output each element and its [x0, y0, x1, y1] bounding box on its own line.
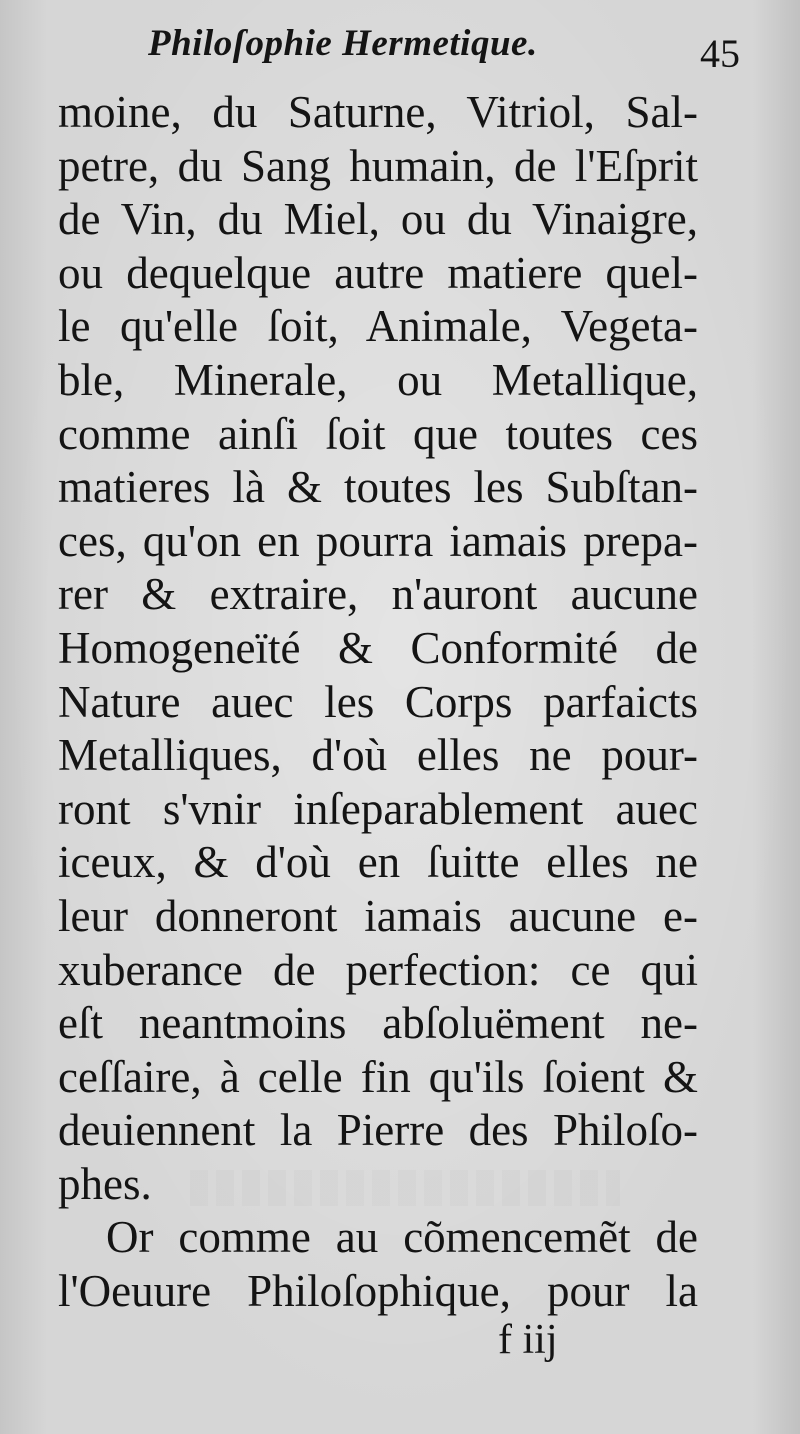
text-line: comme ainſi ſoit que toutes ces: [58, 408, 698, 459]
text-line-paragraph-end: phes.: [58, 1158, 152, 1209]
text-line: Nature auec les Corps parfaicts: [58, 676, 698, 727]
text-line: matieres là & toutes les Subſtan-: [58, 462, 698, 513]
text-line: ou dequelque autre matiere quel-: [58, 247, 698, 298]
text-line: petre, du Sang humain, de l'Eſprit: [58, 140, 698, 191]
text-line: leur donneront iamais aucune e-: [58, 890, 698, 941]
text-line: Metalliques, d'où elles ne pour-: [58, 730, 698, 781]
text-line: ces, qu'on en pourra iamais prepa-: [58, 515, 698, 566]
show-through-texture: [190, 1170, 620, 1206]
text-line: xuberance de perfection: ce qui: [58, 944, 698, 995]
text-line: rer & extraire, n'auront aucune: [58, 569, 698, 620]
text-line: ceſſaire, à celle fin qu'ils ſoient &: [58, 1051, 698, 1102]
text-line: ront s'vnir inſeparablement auec: [58, 783, 698, 834]
text-line: de Vin, du Miel, ou du Vinaigre,: [58, 194, 698, 245]
text-line: Homogeneïté & Conformité de: [58, 622, 698, 673]
text-line: le qu'elle ſoit, Animale, Vegeta-: [58, 301, 698, 352]
text-line: deuiennent la Pierre des Philoſo-: [58, 1105, 698, 1156]
page-number: 45: [700, 31, 740, 76]
text-line-paragraph-start: Or comme au cõmencemẽt de: [106, 1212, 698, 1263]
running-title: Philoſophie Hermetique.: [148, 23, 538, 64]
text-line: eſt neantmoins abſoluëment ne-: [58, 998, 698, 1049]
text-line: ble, Minerale, ou Metallique,: [58, 354, 698, 405]
text-line: iceux, & d'où en ſuitte elles ne: [58, 837, 698, 888]
signature-mark: f iij: [498, 1317, 558, 1363]
text-line: moine, du Saturne, Vitriol, Sal-: [58, 87, 698, 137]
text-line: l'Oeuure Philoſophique, pour la: [58, 1266, 698, 1317]
page-header: [148, 22, 788, 82]
body-text: [58, 86, 698, 1319]
